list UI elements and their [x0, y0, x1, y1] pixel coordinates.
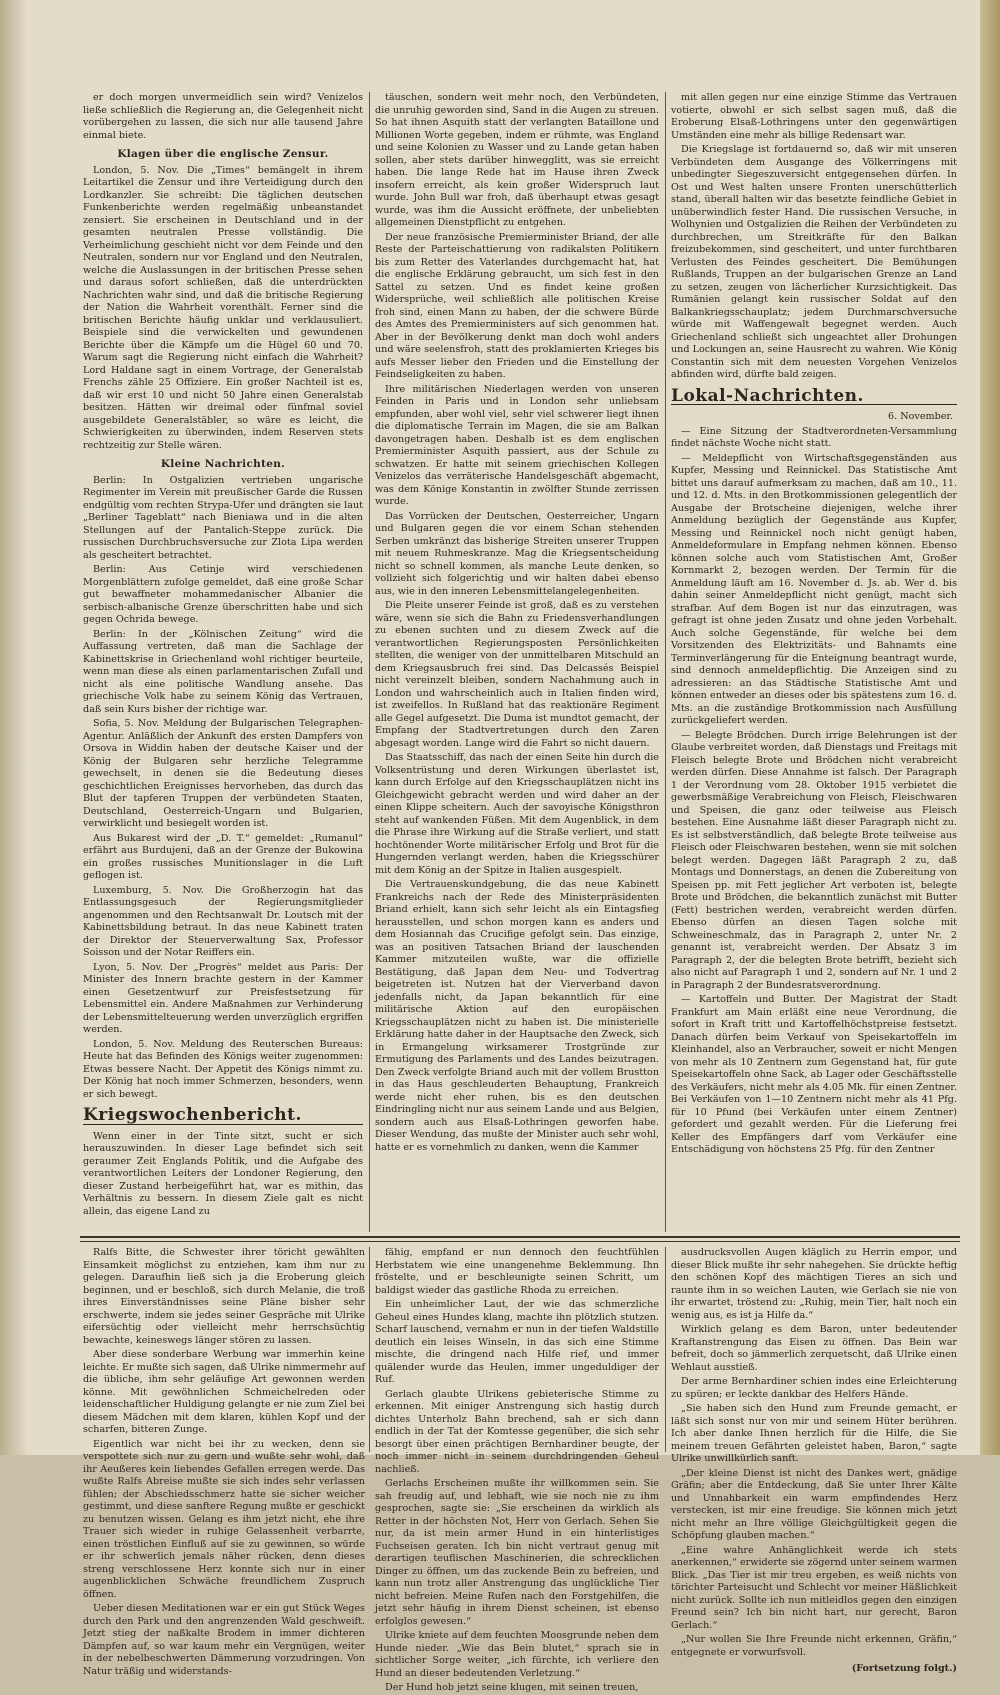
novel-paragraph: „Sie haben sich den Hund zum Freunde gemacht, er läßt sich sonst nur von mir und seinem Hüter berühren. Ich aber danke Ihnen herzlich für die Hilfe, die Sie meinem treuen Gefährten geleistet haben, Baron,“ sagte Ulrike unwillkürlich sanft.: [671, 1403, 957, 1464]
column-rule: [665, 92, 666, 1232]
local-news-item: — Meldepflicht von Wirtschaftsgegenständen aus Kupfer, Messing und Reinnickel. Das Statistische Amt bittet uns darauf aufmerksam zu machen, daß am 10., 11. und 12. d. Mts. in den Brotkommissionen gelegentlich der Ausgabe der Brotscheine diejenigen, welche ihrer Anmeldung bezüglich der Gegenstände aus Kupfer, Messing und Reinnickel noch nicht genügt haben, Anmeldeformulare in Empfang nehmen können. Ebenso können solche auch vom Statistischen Amt, Großer Kornmarkt 2, bezogen werden. Der Termin für die Anmeldung läuft am 16. November d. Js. ab. Wer d. bis dahin seiner Anmeldepflicht nicht genügt, macht sich strafbar. Auf dem Bogen ist nur das einzutragen, was gefragt ist ohne jeden Zusatz und ohne jeden Vorbehalt. Auch solche Gegenstände, für welche bei dem Vorsitzenden des Elektrizitäts- und Bahnamts eine Terminverlängerung für die Enteignung beantragt wurde, sind dennoch anmeldepflichtig. Die Anzeigen sind zu adressieren: an das Städtische Statistische Amt und können entweder an dieses oder bis spätestens zum 16. d. Mts. an die zuständige Brotkommission nach Ausfüllung zurückgeliefert werden.: [671, 452, 957, 726]
article-continuation: er doch morgen unvermeidlich sein wird? Venizelos ließe schließlich die Regierung an, die Gelegenheit nicht vorübergehen zu lassen, die sich nur alle tausend Jahre einmal biete.: [83, 92, 363, 141]
article-zensur: London, 5. Nov. Die „Times“ bemängelt in ihrem Leitartikel die Zensur und ihre Verteidigung durch den Lordkanzler. Sie schreibt: Die täglichen deutschen Funkenberichte werden regelmäßig unbeanstandet zensiert. Sie erscheinen in Deutschland und in der gesamten neutralen Presse vollständig. Die Verheimlichung geschieht nicht vor dem Feinde und den Neutralen, sondern nur vor England und den Neutralen, welche die Auslassungen in der britischen Presse sehen und daraus sofort schließen, daß die unterdrückten Nachrichten wahr sind, und daß die britische Regierung der Nation die Wahrheit vorenthält. Ferner sind die britischen Berichte häufig unklar und verklausuliert. Beispiele sind die verwickelten und gewundenen Berichte über die Kämpfe um die Hügel 60 und 70. Warum sagt die Regierung nicht einfach die Wahrheit? Lord Haldane sagt in einem Vortrage, der Generalstab Frenchs zähle 25 Offiziere. Ein großer Nachteil ist es, daß wir erst 10 und nicht 50 Jahre einen Generalstab besitzen. Hätten wir dreimal oder fünfmal soviel ausgebildete Generalstäbler, so wäre es leicht, die Schwierigkeiten zu überwinden, indem Reserven stets rechtzeitig zur Stelle wären.: [83, 164, 363, 451]
news-item: Berlin: In Ostgalizien vertrieben ungarische Regimenter im Verein mit preußischer Garde die Russen endgültig vom rechten Strypa-Ufer und drängten sie laut „Berliner Tageblatt“ nach Bieniawa und in die alten Stellungen auf der Pantalich-Steppe zurück. Die russischen Durchbruchsversuche zur Zlota Lipa werden als gescheitert betrachtet.: [83, 474, 363, 561]
local-news-item: — Kartoffeln und Butter. Der Magistrat der Stadt Frankfurt am Main erläßt eine neue Verordnung, die sofort in Kraft tritt und Kartoffelhöchstpreise festsetzt. Danach dürfen beim Verkauf von Speisekartoffeln im Kleinhandel, also an Verbraucher, soweit er nicht Mengen von mehr als 10 Zentnern zum Gegenstand hat, für gute Speisekartoffeln ohne Sack, ab Lager oder Geschäftsstelle des Verkäufers, nicht mehr als 4.05 Mk. für einen Zentner. Bei Verkäufen von 1—10 Zentnern nicht mehr als 41 Pfg. für 10 Pfund (bei Verkäufen unter einem Zentner) gefordert und gezahlt werden. Für die Lieferung frei Keller des Empfängers darf vom Verkäufer eine Entschädigung von höchstens 25 Pfg. für den Zentner: [671, 994, 957, 1155]
feuilleton-divider-thin: [80, 1241, 960, 1242]
news-item: Berlin: In der „Kölnischen Zeitung“ wird die Auffassung vertreten, daß man die Sachlage der Kabinettskrise in Griechenland wohl richtiger beurteile, wenn man diese als einen parlamentarischen Zufall und nicht als eine politische Wandlung ansehe. Das griechische Volk habe zu seinem König das Vertrauen, daß sein Kurs bisher der richtige war.: [83, 628, 363, 715]
feuilleton-divider: [80, 1236, 960, 1238]
novel-paragraph: Eigentlich war nicht bei ihr zu wecken, denn sie verspottete sich nur zu gern und wußte sehr wohl, daß ihr Aeußeres kein liebendes Gefallen erregen werde. Das wußte Ralfs Abreise mußte sie sich indes sehr verlassen fühlen; der Abschiedsschmerz hatte sie sicher weicher gestimmt, und diese sanftere Regung mußte er geschickt zu benutzen wissen. Gelang es ihm jetzt nicht, ehe ihre Trauer sich wieder in ruhige Gelassenheit verbarrte, einen tröstlichen Einfluß auf sie zu gewinnen, so würde er ihr schwerlich jemals näher rücken, denn dieses streng verschlossene Herz konnte sich nur in einer augenblicklichen Schwäche freundlichem Zuspruch öffnen.: [83, 1438, 365, 1600]
feuilleton-column-1: [83, 1247, 365, 1677]
news-item: Lyon, 5. Nov. Der „Progrès“ meldet aus Paris: Der Minister des Innern brachte gestern in der Kammer einen Gesetzentwurf zur Preisfestsetzung für Lebensmittel ein. Andere Maßnahmen zur Verhinderung der Lebensmittelteuerung werden unverzüglich ergriffen werden.: [83, 961, 363, 1035]
article-kriegswochenbericht: Wenn einer in der Tinte sitzt, sucht er sich herauszuwinden. In dieser Lage befindet sich seit geraumer Zeit Englands Politik, und die Aufgabe des verantwortlichen Leiters der Londoner Regierung, den dieser Zustand herbeigeführt hat, war es mithin, das Verhältnis zu bessern. In diesem Ziele galt es nicht allein, das eigene Land zu: [83, 1130, 363, 1217]
column-rule: [369, 1247, 370, 1452]
column-rule: [665, 1247, 666, 1452]
novel-paragraph: fähig, empfand er nun dennoch den feuchtfühlen Herbstatem wie eine unangenehme Beklemmung. Ihn fröstelte, und er beschleunigte seinen Schritt, um baldigst wieder das gastliche Rhoda zu erreichen.: [375, 1247, 659, 1296]
article-kriegswochenbericht-cont: täuschen, sondern weit mehr noch, den Verbündeten, die unruhig geworden sind, Sand in die Augen zu streuen. So hat ihnen Asquith statt der verlangten Bataillone und Millionen Worte gegeben, indem er rühmte, was England und seine Kolonien zu Wasser und zu Lande getan haben sollen, aber stets darüber hinwegglitt, was sie erreicht haben. Die lange Rede hat im Hause ihren Zweck insofern erreicht, als kein großer Widerspruch laut wurde. John Bull war froh, daß überhaupt etwas gesagt wurde, was ihm die Aussicht eröffnete, der unbeliebten allgemeinen Dienstpflicht zu entgehen.: [375, 92, 659, 228]
novel-paragraph: Aber diese sonderbare Werbung war immerhin keine leichte. Er mußte sich sagen, daß Ulrike nimmermehr auf die übliche, ihm sehr geläufige Art gewonnen werden könne. Mit gewöhnlichen Schmeichelreden oder leidenschaftlicher Huldigung gelangte er nie zum Ziel bei diesem Mädchen mit dem klaren, kühlen Kopf und der scharfen, bitteren Zunge.: [83, 1349, 365, 1435]
news-item: London, 5. Nov. Meldung des Reuterschen Bureaus: Heute hat das Befinden des Königs weiter zugenommen: Etwas bessere Nacht. Der Appetit des Königs nimmt zu. Der König hat noch immer Schmerzen, besonders, wenn er sich bewegt.: [83, 1038, 363, 1100]
feuilleton-column-3: [671, 1247, 957, 1674]
headline-zensur: Klagen über die englische Zensur.: [117, 148, 329, 160]
column-rule: [369, 92, 370, 1232]
headline-lokal-nachrichten: Lokal-Nachrichten.: [671, 390, 957, 406]
novel-paragraph: Ein unheimlicher Laut, der wie das schmerzliche Geheul eines Hundes klang, machte ihn plötzlich stutzen. Scharf lauschend, vernahm er nun in der tiefen Waldstille deutlich ein leises Winseln, in das sich eine Stimme mischte, die dringend nach Hilfe rief, und immer quälender wurde das Heulen, immer ungeduldiger der Ruf.: [375, 1299, 659, 1385]
novel-paragraph: Ulrike kniete auf dem feuchten Moosgrunde neben dem Hunde nieder. „Wie das Bein blutet,“ sprach sie in sichtlicher Sorge weiter, „ich fürchte, ich verliere den Hund an dieser bedeutenden Verletzung.“: [375, 1630, 659, 1679]
novel-paragraph: Der arme Bernhardiner schien indes eine Erleichterung zu spüren; er leckte dankbar des Helfers Hände.: [671, 1376, 957, 1400]
local-news-item: — Eine Sitzung der Stadtverordneten-Versammlung findet nächste Woche nicht statt.: [671, 425, 957, 449]
article-paragraph: Der neue französische Premierminister Briand, der alle Reste der Parteischattierung von radikalsten Politikern bis zum Retter des Vaterlandes durchgemacht hat, hat die englische Erklärung gebraucht, um sich fest in den Sattel zu setzen. Und es findet keine großen Widersprüche, weil schließlich alle politischen Kreise froh sind, einen Mann zu haben, der die schwere Bürde des Amtes des Premierministers auf sich genommen hat. Aber in der Bevölkerung denkt man doch wohl anders und wäre seelensfroh, statt des proklamierten Krieges bis aufs Messer lieber den Frieden und die Einstellung der Feindseligkeiten zu haben.: [375, 231, 659, 380]
page-gutter: [0, 0, 28, 1455]
headline-kriegswochenbericht: Kriegswochenbericht.: [83, 1109, 363, 1125]
article-paragraph: Die Vertrauenskundgebung, die das neue Kabinett Frankreichs nach der Rede des Ministerpräsidenten Briand erhielt, kann sich sehr leicht als ein Eintagsfieg herausstellen, und schon morgen kann es anders und dem Hosiannah das Crucifige gefolgt sein. Das einzige, was an positiven Tatsachen Briand der lauschenden Kammer mitzuteilen wußte, war die offizielle Bestätigung, daß Japan dem Neu- und Todvertrag beigetreten ist. Nutzen hat der Vierverband davon jedenfalls nicht, da Japan bekanntlich für eine militärische Aktion auf den europäischen Kriegsschauplätzen nicht zu haben ist. Die ministerielle Erklärung hatte daher in der Hauptsache den Zweck, sich in Ermangelung wirksamerer Trostgründe zur Ermutigung des Parlaments und des Landes beizutragen. Den Zweck verfolgte Briand auch mit der vollem Brustton in das Haus geschleuderten Behauptung, Frankreich werde nicht eher ruhen, bis es den deutschen Eindringling nicht nur aus seinem Lande und aus Belgien, sondern auch aus Elsaß-Lothringen geworfen habe. Dieser Wendung, das mußte der Minister auch sehr wohl, hatte er es vornehmlich zu danken, wenn die Kammer: [375, 879, 659, 1153]
article-paragraph: Die Pleite unserer Feinde ist groß, daß es zu verstehen wäre, wenn sie sich die Bahn zu Friedensverhandlungen zu ebenen suchten und zu diesem Zweck auf die verantwortlichen Regierungsposten Persönlichkeiten stellten, die weniger von der unmittelbaren Mitschuld an dem Kriegsausbruch frei sind. Das Delcassés Beispiel nicht vereinzelt bleiben, sondern Nachahmung auch in London und wahrscheinlich auch in Italien finden wird, ist zweifellos. In Rußland hat das reaktionäre Regiment alle Gegel aufgesetzt. Die Duma ist mundtot gemacht, der Empfang der Stadtvertretungen durch den Zaren abgesagt worden. Lange wird die Fahrt so nicht dauern.: [375, 600, 659, 749]
novel-paragraph: Wirklich gelang es dem Baron, unter bedeutender Kraftanstrengung das Eisen zu öffnen. Das Bein war befreit, doch so jämmerlich zerquetscht, daß Ulrike einen Wehlaut ausstieß.: [671, 1324, 957, 1373]
news-item: Berlin: Aus Cetinje wird verschiedenen Morgenblättern zufolge gemeldet, daß eine große Schar gut bewaffneter mohammedanischer Albanier die serbisch-albanische Grenze überschritten habe und sich gegen Ochrida bewege.: [83, 564, 363, 625]
novel-paragraph: „Eine wahre Anhänglichkeit werde ich stets anerkennen,“ erwiderte sie zögernd unter seinem warmen Blick. „Das Tier ist mir treu ergeben, es weiß nichts von törichter Parteisucht und Schlecht vor meiner Häßlichkeit nicht zurück. Sollte ich nun mitleidlos gegen den einzigen Freund sein? Ich bin nicht hart, nur gerecht, Baron Gerlach.“: [671, 1544, 957, 1631]
news-item: Sofia, 5. Nov. Meldung der Bulgarischen Telegraphen-Agentur. Anläßlich der Ankunft des ersten Dampfers von Orsova in Widdin haben der deutsche Kaiser und der König der Bulgaren sehr herzliche Telegramme gewechselt, in denen sie die Bedeutung dieses geschichtlichen Ereignisses hervorheben, das durch das Blut der tapferen Truppen der verbündeten Staaten, Deutschland, Oesterreich-Ungarn und Bulgarien, verwirklicht und besiegelt worden ist.: [83, 718, 363, 829]
upper-column-3: [671, 92, 957, 1227]
upper-column-2: [375, 92, 659, 1227]
page-edge: [980, 0, 1000, 1455]
section-date: 6. November.: [888, 411, 953, 422]
novel-paragraph: Gerlach glaubte Ulrikens gebieterische Stimme zu erkennen. Mit einiger Anstrengung sich hastig durch dichtes Unterholz Bahn brechend, sah er sich dann endlich in der Tat der Komtesse gegenüber, die sich sehr besorgt über einen prächtigen Bernhardiner beugte, der noch immer nicht in seinem durchdringenden Geheul nachließ.: [375, 1388, 659, 1475]
news-item: Aus Bukarest wird der „D. T.“ gemeldet: „Rumanul“ erfährt aus Burdujeni, daß an der Grenze der Bukowina ein großes russisches Munitionslager in die Luft geflogen ist.: [83, 832, 363, 881]
feuilleton-column-2: [375, 1247, 659, 1693]
novel-paragraph: „Der kleine Dienst ist nicht des Dankes wert, gnädige Gräfin; aber die Entdeckung, daß Sie unter Ihrer Kälte und Unnahbarkeit ein warm empfindendes Herz verstecken, ist mir eine freudige. Sie können mich jetzt nicht mehr an Ihre völlige Gleichgültigkeit gegen die Schöpfung glauben machen.“: [671, 1467, 957, 1541]
news-item: Luxemburg, 5. Nov. Die Großherzogin hat das Entlassungsgesuch der Regierungsmitglieder angenommen und den Rechtsanwalt Dr. Loutsch mit der Kabinettsbildung betraut. In das neue Kabinett traten der Direktor der Steuerverwaltung Sax, Professor Soisson und der Notar Reiffers ein.: [83, 884, 363, 958]
novel-paragraph: Der Hund hob jetzt seine klugen, mit seinen treuen,: [385, 1682, 639, 1693]
article-paragraph: Das Vorrücken der Deutschen, Oesterreicher, Ungarn und Bulgaren gegen die vor einem Schan stehenden Serben umkränzt das bisherige Streiten unserer Truppen mit neuem Ruhmeskranze. Mag die Kriegsentscheidung nicht so schnell kommen, als manche Leute denken, so vollzieht sich folgerichtig und wir halten dabei ebenso aus, wie in den inneren Lebensmittelangelegenheiten.: [375, 510, 659, 597]
novel-paragraph: ausdrucksvollen Augen kläglich zu Herrin empor, und dieser Blick mußte ihr sehr nahegehen. Sie drückte heftig den schönen Kopf des mächtigen Tieres an sich und raunte ihm in so weichen Lauten, wie Gerlach sie nie von ihr erwartet, tröstend zu: „Ruhig, mein Tier, halt noch ein wenig aus, es ist ja Hilfe da.“: [671, 1247, 957, 1321]
article-paragraph: Die Kriegslage ist fortdauernd so, daß wir mit unseren Verbündeten dem Ausgange des Völkerringens mit unbedingter Siegeszuversicht entgegensehen dürfen. In Ost und West halten unsere Fronten unerschütterlich stand, überall halten wir das besetzte feindliche Gebiet in unüberwindlich fester Hand. Die russischen Versuche, in Wolhynien und Ostgalizien die Reihen der Verbündeten zu durchbrechen, um Streitkräfte für den Balkan freizubekommen, sind gescheitert, und unter furchtbaren Verlusten des Feindes gescheitert. Die Bemühungen Rußlands, Truppen an der bulgarischen Grenze an Land zu setzen, zeugen von lächerlicher Kurzsichtigkeit. Das Rumänien gelangt kein russischer Soldat auf den Balkankriegsschauplatz; jedem Durchmarschversuche würde mit Waffengewalt begegnet werden. Auch Griechenland schließt sich ungeachtet aller Drohungen und Lockungen an, seine Hausrecht zu wahren. Wie König Constantin sich mit dem neuesten Vorgehen Venizelos abfinden wird, dürfte bald zeigen.: [671, 144, 957, 380]
upper-column-1: [83, 92, 363, 1227]
article-paragraph: Das Staatsschiff, das nach der einen Seite hin durch die Volksentrüstung und deren Wirkungen überlastet ist, kann durch Erfolge auf den Kriegsschauplätzen nicht ins Gleichgewicht gebracht werden und wird daher an der einen Klippe scheitern. Auch der savoyische Königsthron steht auf wankenden Füßen. Mit dem Augenblick, in dem die Phrase ihre Wirkung auf die Straße verliert, und statt hochtönender Worte militärischer Erfolg und Brot für die Hungernden verlangt werden, haben die Kriegsschürer mit dem König an der Spitze in Italien ausgespielt.: [375, 752, 659, 876]
local-news-item: — Belegte Brödchen. Durch irrige Belehrungen ist der Glaube verbreitet worden, daß Dienstags und Freitags mit Fleisch belegte Brote und Brödchen nicht verabreicht werden dürfen. Diese Annahme ist falsch. Der Paragraph 1 der Verordnung vom 28. Oktober 1915 verbietet die gewerbsmäßige Verabreichung von Fleisch, Fleischwaren und Speisen, die ganz oder teilweise aus Fleisch bestehen. Eine Ausnahme läßt dieser Paragraph nicht zu. Es ist selbstverständlich, daß belegte Brote teilweise aus Fleisch oder Fleischwaren bestehen, wenn sie mit solchen belegt werden. Dagegen läßt Paragraph 2 zu, daß Montags und Donnerstags, an denen die Zubereitung von Speisen pp. mit Fett jeglicher Art verboten ist, belegte Brote und Brödchen, die bekanntlich zunächst mit Butter (Fett) bestrichen werden, verabreicht werden dürfen. Ebenso dürfen an diesen Tagen solche mit Schweineschmalz, das in Paragraph 2, unter Nr. 2 genannt ist, verabreicht werden. Der Absatz 3 im Paragraph 2, der die belegten Brote betrifft, bezieht sich also nicht auf Paragraph 1 und 2, sondern auf Nr. 1 und 2 in Paragraph 2 der Bundesratsverordnung.: [671, 729, 957, 991]
novel-paragraph: „Nur wollen Sie Ihre Freunde nicht erkennen, Gräfin,“ entgegnete er vorwurfsvoll.: [671, 1634, 957, 1658]
article-paragraph: mit allen gegen nur eine einzige Stimme das Vertrauen votierte, obwohl er sich selbst sagen muß, daß die Eroberung Elsaß-Lothringens unter den gegenwärtigen Umständen eine mehr als billige Redensart war.: [671, 92, 957, 141]
article-paragraph: Ihre militärischen Niederlagen werden von unseren Feinden in Paris und in London sehr unliebsam empfunden, aber wohl viel, sehr viel schwerer liegt ihnen die diplomatische Terrain im Magen, die sie am Balkan davongetragen haben. Deshalb ist es dem englischen Premierminister Asquith passiert, aus der Schule zu schwatzen. Er hatte mit seinem griechischen Kollegen Venizelos das verräterische Handelsgeschäft abgemacht, was dem Könige Konstantin in zwölfter Stunde zerrissen wurde.: [375, 383, 659, 507]
novel-paragraph: Ralfs Bitte, die Schwester ihrer töricht gewählten Einsamkeit möglichst zu entziehen, kam ihm nur zu gelegen. Daraufhin ließ sich ja die Eroberung gleich beginnen, und er beschloß, sich durch Melanie, die troß ihres Einverständnisses seine Pläne bisher sehr erschwerte, indem sie jedes seiner Gespräche mit Ulrike eifersüchtig oder vielleicht mehr herrschsüchtig bewachte, keineswegs länger stören zu lassen.: [83, 1247, 365, 1346]
novel-paragraph: Gerlachs Erscheinen mußte ihr willkommen sein. Sie sah freudig auf, und lebhaft, wie sie noch nie zu ihm gesprochen, sagte sie: „Sie erscheinen da wirklich als Retter in der höchsten Not, Herr von Gerlach. Sehen Sie nur, da ist mein armer Hund in ein hinterlistiges Fuchseisen geraten. Ich bin nicht vertraut genug mit derartigen teuflischen Maschinerien, die schrecklichen Dinger zu öffnen, um das zuckende Bein zu befreien, und kann nun trotz aller Anstrengung das unglückliche Tier nicht befreien. Meine Rufen nach den Forstgehilfen, die jetzt sehr häufig in ihrem Dienst scheinen, ist ebenso erfolglos gewesen.“: [375, 1478, 659, 1627]
continuation-note: (Fortsetzung folgt.): [851, 1663, 957, 1674]
headline-kleine-nachrichten: Kleine Nachrichten.: [160, 458, 286, 470]
novel-paragraph: Ueber diesen Meditationen war er ein gut Stück Weges durch den Park und den angrenzenden Wald geschweift. Jetzt stieg der naßkalte Brodem in immer dichteren Dämpfen auf, so war kaum mehr ein Vergnügen, weiter in der nebelbeschwerten Dämmerung vorzudringen. Von Natur träßig und widerstands-: [83, 1603, 365, 1677]
